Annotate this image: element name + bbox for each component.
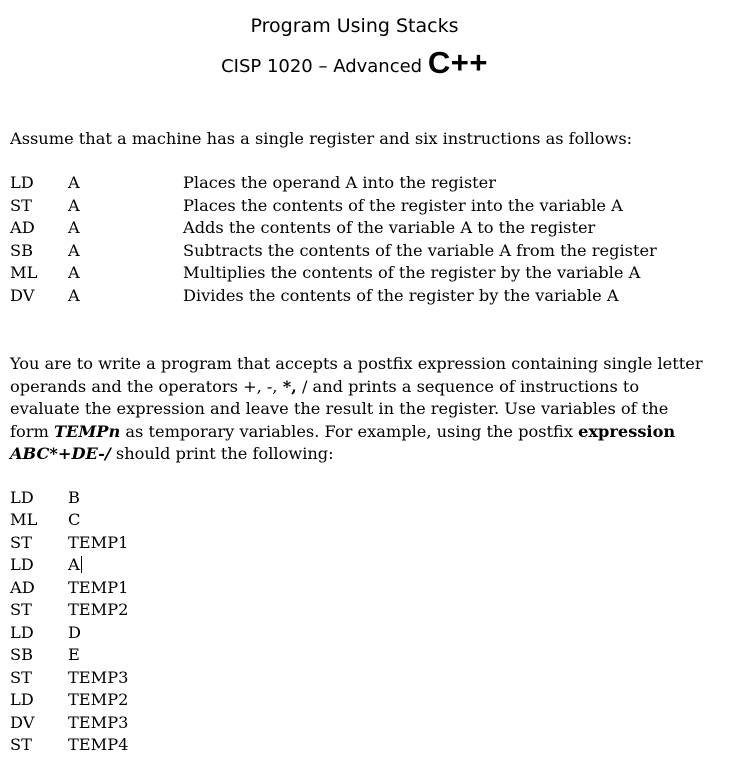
subtitle-course-text: CISP 1020 – Advanced	[221, 56, 428, 77]
output-op: ST	[10, 668, 32, 687]
output-arg: D	[68, 623, 81, 642]
subtitle-cpp-text: C++	[427, 45, 488, 80]
instruction-op: ST	[10, 196, 32, 215]
instruction-desc: Divides the contents of the register by the variable A	[183, 286, 619, 305]
output-arg: TEMP1	[68, 533, 129, 552]
instruction-op: LD	[10, 173, 34, 192]
instruction-op: SB	[10, 241, 33, 260]
output-arg: A	[68, 555, 80, 574]
output-op: AD	[10, 578, 35, 597]
task-star-operator: *,	[282, 376, 297, 396]
document-subtitle	[0, 46, 709, 84]
task-text-4: should print the following:	[110, 444, 334, 463]
instruction-desc: Subtracts the contents of the variable A from the register	[183, 241, 657, 260]
task-tempn: TEMPn	[53, 421, 121, 441]
document-title: Program Using Stacks	[250, 15, 459, 37]
text-cursor	[81, 556, 82, 573]
task-example-expression: ABC*+DE-/	[10, 444, 111, 463]
instruction-arg: A	[68, 286, 80, 305]
instruction-arg: A	[68, 263, 80, 282]
output-arg: B	[68, 488, 80, 507]
instruction-desc: Adds the contents of the variable A to the register	[183, 218, 596, 237]
output-op: SB	[10, 645, 33, 664]
output-op: LD	[10, 555, 34, 574]
task-text-3: as temporary variables. For example, using the postfix	[120, 421, 579, 441]
output-arg: TEMP2	[68, 690, 129, 709]
output-op: LD	[10, 623, 34, 642]
instruction-op: DV	[10, 286, 35, 305]
output-arg: C	[68, 510, 81, 529]
task-text-1: You are to write a program that accepts a postfix expression containing single letter operands and the operators +, -,	[10, 354, 703, 396]
task-paragraph	[10, 353, 710, 466]
output-arg: TEMP3	[68, 713, 129, 732]
output-arg-with-caret[interactable]	[68, 554, 148, 577]
output-op: ST	[10, 735, 32, 754]
instruction-arg: A	[68, 218, 80, 237]
output-op: ST	[10, 533, 32, 552]
output-arg: E	[68, 645, 80, 664]
output-op: LD	[10, 488, 34, 507]
output-op: ST	[10, 600, 32, 619]
intro-paragraph: Assume that a machine has a single register and six instructions as follows:	[10, 129, 633, 148]
output-arg: TEMP3	[68, 668, 129, 687]
instruction-desc: Places the contents of the register into the variable A	[183, 196, 623, 215]
instruction-desc: Multiplies the contents of the register by the variable A	[183, 263, 641, 282]
task-expression-word: expression	[578, 421, 676, 441]
instruction-op: AD	[10, 218, 35, 237]
instruction-desc: Places the operand A into the register	[183, 173, 496, 192]
output-op: ML	[10, 510, 38, 529]
output-op: LD	[10, 690, 34, 709]
instruction-arg: A	[68, 196, 80, 215]
instruction-arg: A	[68, 241, 80, 260]
output-arg: TEMP2	[68, 600, 129, 619]
output-op: DV	[10, 713, 35, 732]
task-text-2: / and prints a sequence of instructions to evaluate the expression and leave the result in the register. Use variables of the form	[10, 376, 669, 441]
output-arg: TEMP4	[68, 735, 129, 754]
output-arg: TEMP1	[68, 578, 129, 597]
instruction-op: ML	[10, 263, 38, 282]
instruction-arg: A	[68, 173, 80, 192]
